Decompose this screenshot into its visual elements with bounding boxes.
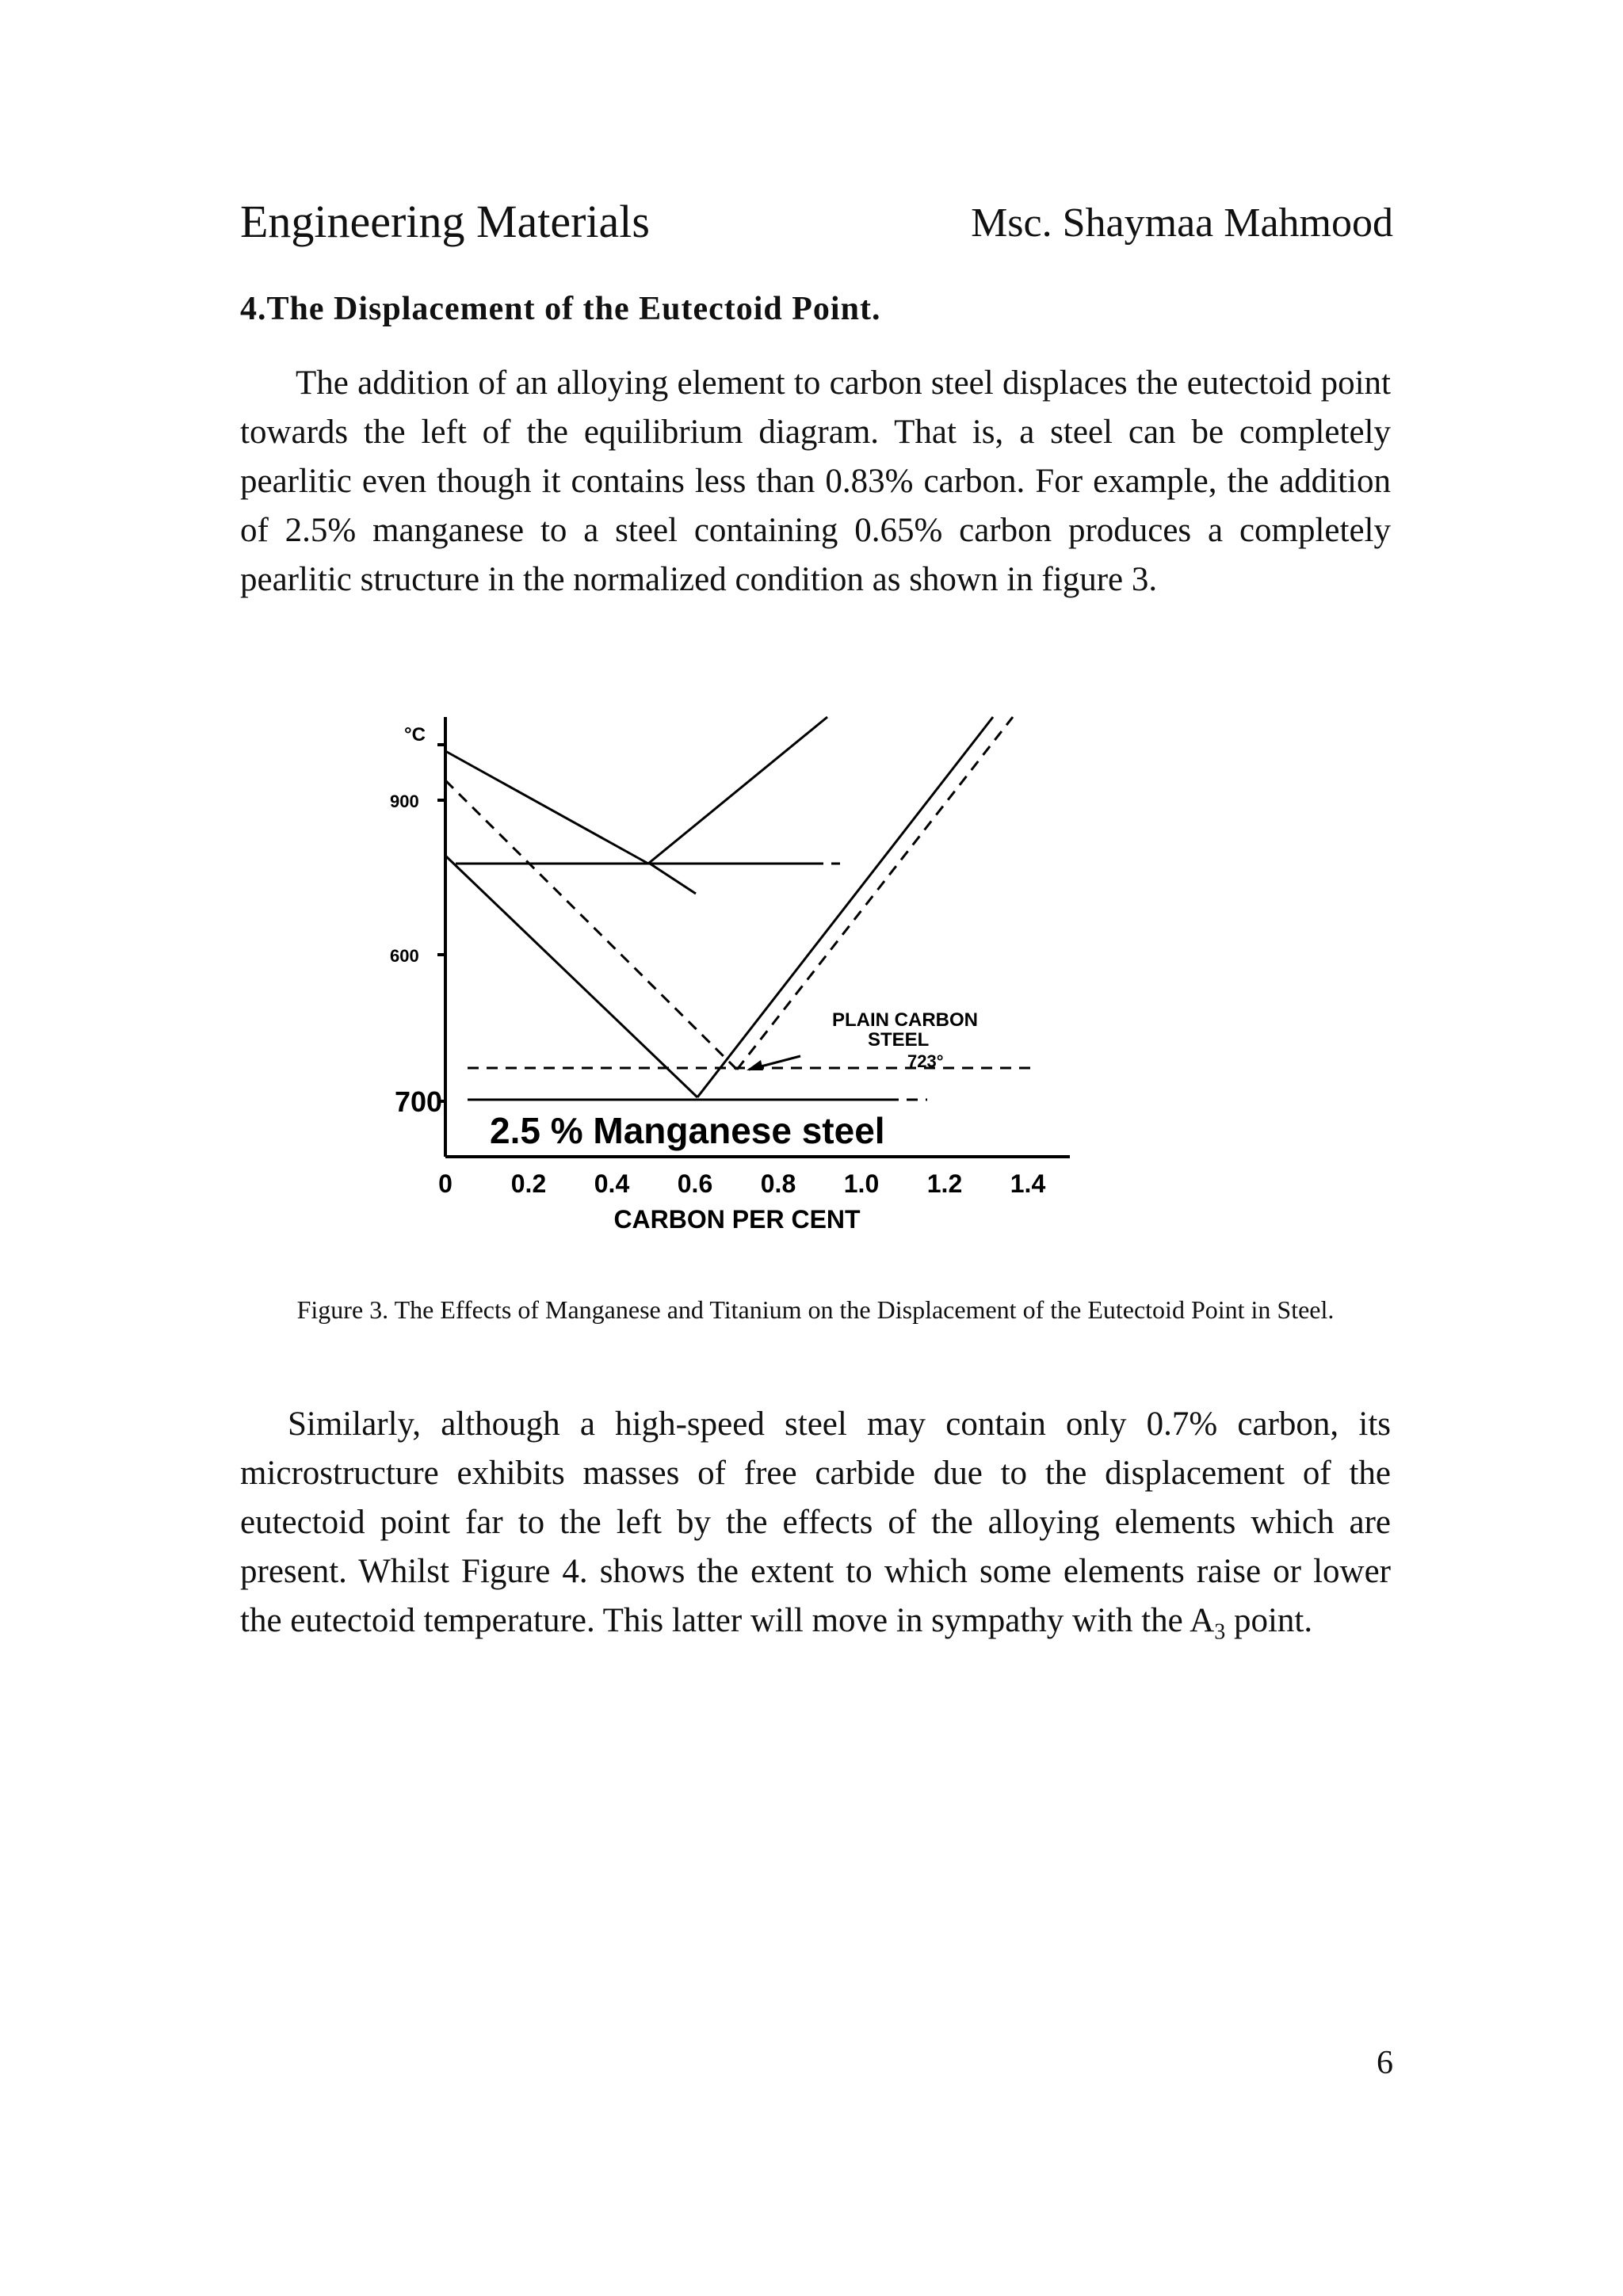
x-tick-label: 1.4 (1010, 1169, 1046, 1198)
x-tick-label: 0.4 (594, 1169, 630, 1198)
mn-a3-line (445, 856, 697, 1097)
paragraph-2-text: Similarly, although a high-speed steel may contain only 0.7% carbon, its microstructure exhibits masses of free carbide due to the displacement of the eutectoid point far to the left by the effects of the alloying elements which are present. Whilst Figure 4. shows the extent to which some elements raise or lower the eutectoid temperature. This latter will move in sympathy with the A (240, 1405, 1391, 1639)
figure-caption: Figure 3. The Effects of Manganese and Titanium on the Displacement of the Eutectoid Point in Steel. (296, 1295, 1335, 1324)
section-title: 4.The Displacement of the Eutectoid Point. (240, 291, 881, 327)
x-tick-label: 0.8 (760, 1169, 796, 1198)
arrow-head-icon (747, 1060, 763, 1070)
x-axis-label: CARBON PER CENT (613, 1205, 861, 1234)
manganese-steel-label: 2.5 % Manganese steel (490, 1110, 885, 1151)
x-tick-label: 0.6 (677, 1169, 713, 1198)
upper-branch-line (650, 864, 696, 894)
a3-subscript: 3 (1214, 1619, 1226, 1645)
x-tick-label: 1.2 (926, 1169, 963, 1198)
y-tick-label: 600 (390, 946, 419, 966)
y-tick-label: 900 (390, 791, 419, 811)
upper-solvus-left (445, 751, 648, 864)
paragraph-1: The addition of an alloying element to carbon steel displaces the eutectoid point towards the left of the equilibrium diagram. That is, a steel can be completely pearlitic even though it contains less than 0.83% carbon. For example, the addition of 2.5% manganese to a steel containing 0.65% carbon produces a completely pearlitic structure in the normalized condition as shown in figure 3. (240, 364, 1391, 598)
paragraph-2-end: point. (1225, 1602, 1313, 1639)
plain-a3-line (445, 780, 737, 1070)
mn-acm-line (697, 717, 993, 1097)
plain-carbon-label: PLAIN CARBON (832, 1009, 978, 1031)
y-unit-label: °C (404, 724, 426, 746)
x-tick-label: 0 (438, 1169, 453, 1198)
page-number: 6 (1377, 2045, 1393, 2081)
steel-label: STEEL (868, 1029, 930, 1051)
header-author: Msc. Shaymaa Mahmood (971, 200, 1393, 246)
eutectoid-chart (380, 709, 1078, 1248)
y-tick-label: 700 (395, 1085, 443, 1118)
x-tick-label: 1.0 (843, 1169, 880, 1198)
header-title: Engineering Materials (240, 196, 650, 247)
figure-3 (380, 709, 1078, 1248)
paragraph-2 (240, 1400, 1391, 1657)
temperature-label: 723° (907, 1051, 944, 1071)
x-tick-label: 0.2 (510, 1169, 547, 1198)
upper-solvus-right (648, 717, 827, 864)
